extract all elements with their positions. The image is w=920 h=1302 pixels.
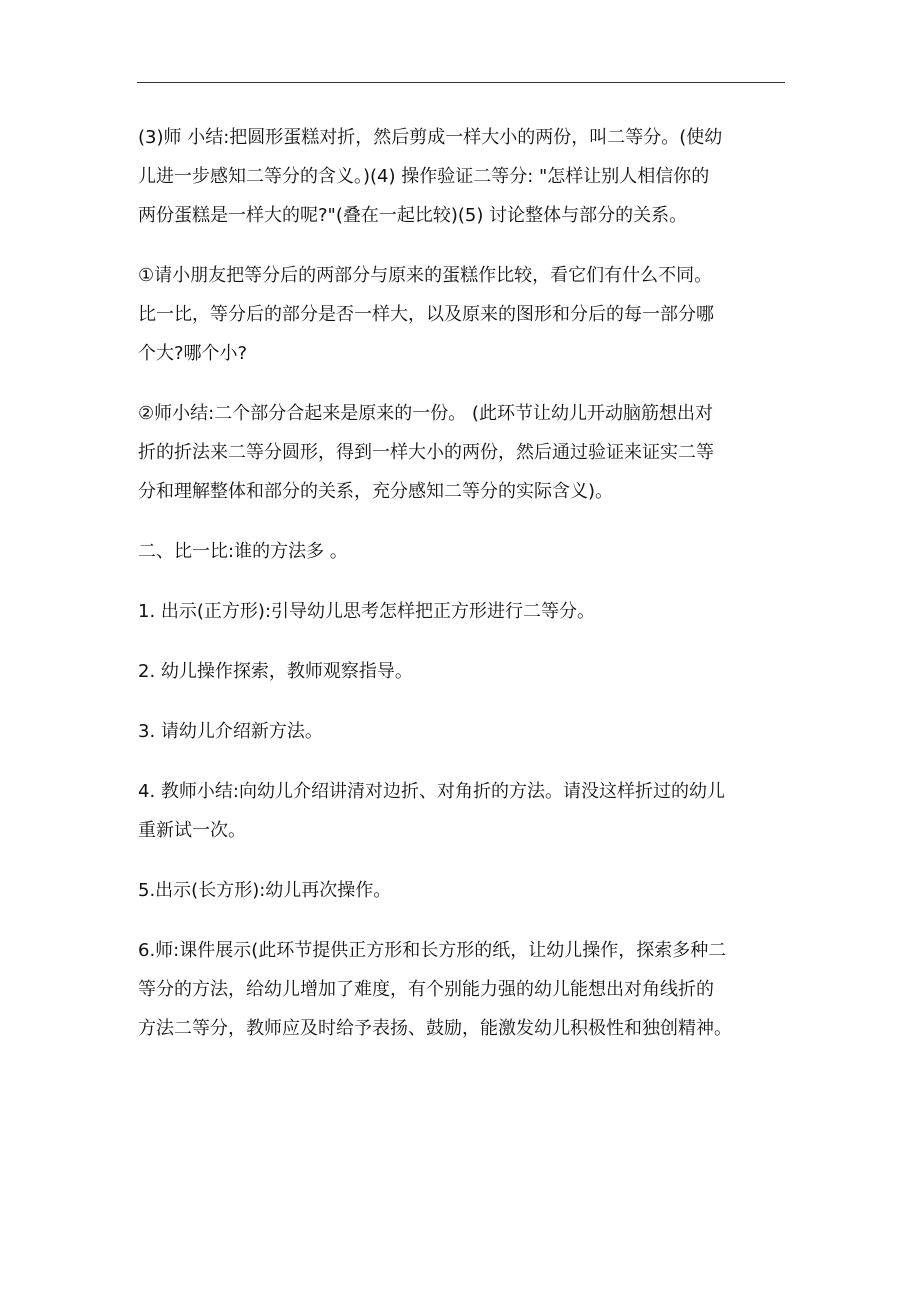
paragraph — [138, 712, 798, 751]
paragraph — [138, 931, 798, 1048]
paragraph — [138, 118, 798, 235]
paragraph-gap — [138, 910, 798, 931]
text-line: 二、比一比:谁的方法多 。 — [138, 541, 348, 562]
text-line: 方法二等分，教师应及时给予表扬、鼓励，能激发幼儿积极性和独创精神。 — [138, 1018, 732, 1039]
paragraph-gap — [138, 511, 798, 532]
paragraph-gap — [138, 751, 798, 772]
text-line: ①请小朋友把等分后的两部分与原来的蛋糕作比较，看它们有什么不同。 — [138, 265, 713, 286]
text-line: (3)师 小结:把圆形蛋糕对折，然后剪成一样大小的两份，叫二等分。(使幼 — [138, 127, 723, 148]
paragraph — [138, 532, 798, 571]
paragraph-gap — [138, 235, 798, 256]
paragraph-gap — [138, 571, 798, 592]
text-line: 6.师:课件展示(此环节提供正方形和长方形的纸，让幼儿操作，探索多种二 — [138, 940, 727, 961]
text-line: 儿进一步感知二等分的含义。)(4) 操作验证二等分: "怎样让别人相信你的 — [138, 166, 710, 187]
text-line: 3. 请幼儿介绍新方法。 — [138, 721, 323, 742]
paragraph-gap — [138, 850, 798, 871]
text-line: 折的折法来二等分圆形，得到一样大小的两份，然后通过验证来证实二等 — [138, 442, 714, 463]
text-line: ②师小结:二个部分合起来是原来的一份。 (此环节让幼儿开动脑筋想出对 — [138, 403, 713, 424]
text-line: 等分的方法，给幼儿增加了难度，有个别能力强的幼儿能想出对角线折的 — [138, 979, 714, 1000]
paragraph — [138, 871, 798, 910]
paragraph — [138, 652, 798, 691]
paragraph — [138, 394, 798, 511]
text-line: 1. 出示(正方形):引导幼儿思考怎样把正方形进行二等分。 — [138, 601, 596, 622]
text-line: 4. 教师小结:向幼儿介绍讲清对边折、对角折的方法。请没这样折过的幼儿 — [138, 781, 725, 802]
text-line: 个大?哪个小? — [138, 343, 248, 364]
text-line: 2. 幼儿操作探索，教师观察指导。 — [138, 661, 413, 682]
document-body — [138, 118, 798, 1048]
paragraph — [138, 256, 798, 373]
text-line: 重新试一次。 — [138, 820, 246, 841]
text-line: 5.出示(长方形):幼儿再次操作。 — [138, 880, 392, 901]
paragraph-gap — [138, 373, 798, 394]
paragraph-gap — [138, 631, 798, 652]
text-line: 两份蛋糕是一样大的呢?"(叠在一起比较)(5) 讨论整体与部分的关系。 — [138, 205, 688, 226]
text-line: 分和理解整体和部分的关系，充分感知二等分的实际含义)。 — [138, 481, 614, 502]
text-line: 比一比，等分后的部分是否一样大，以及原来的图形和分后的每一部分哪 — [138, 304, 714, 325]
paragraph — [138, 592, 798, 631]
paragraph-gap — [138, 691, 798, 712]
paragraph — [138, 772, 798, 850]
header-rule — [137, 82, 785, 83]
